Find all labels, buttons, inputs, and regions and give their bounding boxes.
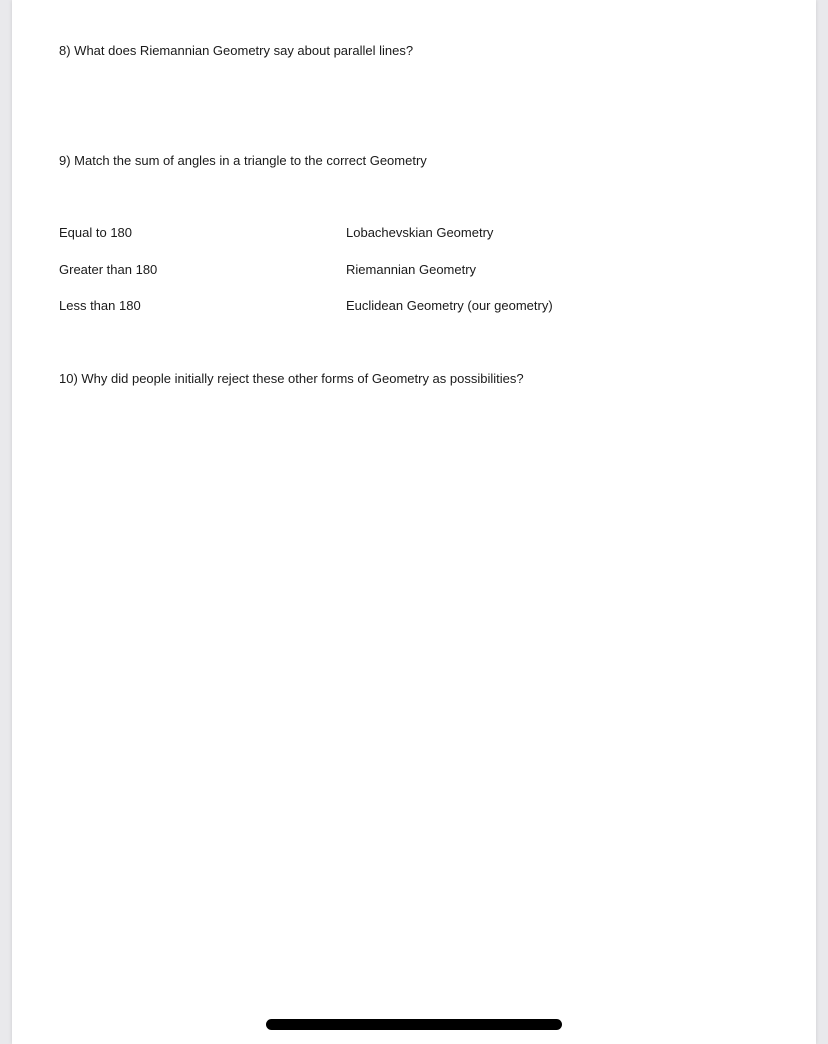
match-left-item: Equal to 180 <box>59 225 133 240</box>
document-page <box>12 0 816 1044</box>
match-right-item: Lobachevskian Geometry <box>346 225 494 240</box>
home-indicator[interactable] <box>266 1019 562 1030</box>
match-right-item: Euclidean Geometry (our geometry) <box>346 298 553 313</box>
match-left-item: Greater than 180 <box>59 262 158 277</box>
question-10: 10) Why did people initially reject these other forms of Geometry as possibilities? <box>59 371 524 386</box>
match-right-item: Riemannian Geometry <box>346 262 477 277</box>
question-8: 8) What does Riemannian Geometry say about parallel lines? <box>59 43 414 58</box>
question-9: 9) Match the sum of angles in a triangle to the correct Geometry <box>59 153 427 168</box>
match-left-item: Less than 180 <box>59 298 141 313</box>
